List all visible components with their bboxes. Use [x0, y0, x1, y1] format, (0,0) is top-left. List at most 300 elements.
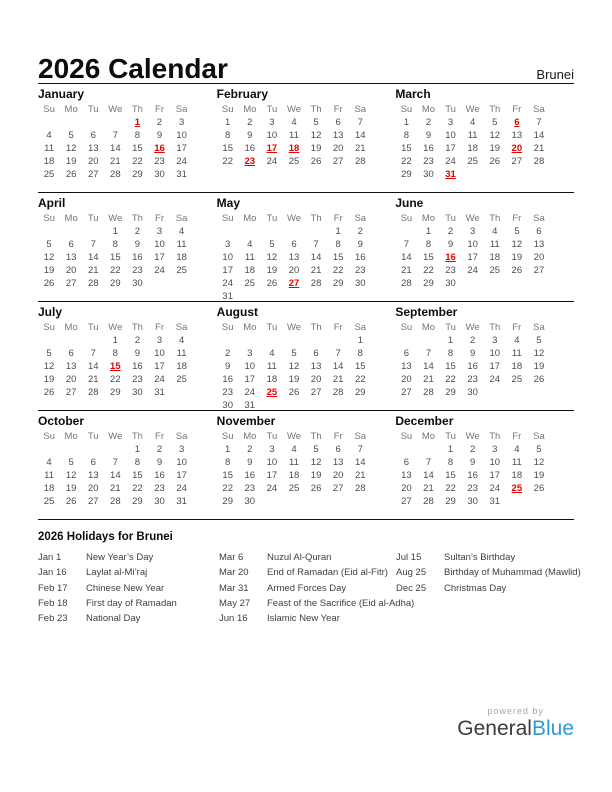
weekday-header: Sa [533, 431, 545, 442]
month-november [217, 411, 396, 519]
weekday-header: Su [43, 104, 55, 115]
date-cell-empty [417, 334, 439, 347]
date-cell: 28 [87, 278, 99, 289]
date-cell: 9 [247, 130, 253, 141]
date-cell: 13 [87, 143, 99, 154]
date-cell: 27 [87, 496, 99, 507]
weekday-header: Th [310, 431, 322, 442]
date-cell: 7 [90, 348, 96, 359]
generalblue-logo [457, 717, 574, 740]
weekday-header: Tu [87, 431, 99, 442]
date-cell: 26 [489, 156, 501, 167]
holiday-entry [38, 581, 219, 596]
date-cell: 13 [87, 470, 99, 481]
date-cell-empty [171, 386, 193, 399]
date-cell: 3 [156, 226, 163, 237]
date-cell-empty [38, 334, 60, 347]
date-cell: 30 [154, 496, 165, 507]
date-cell: 21 [354, 470, 366, 481]
month-name: March [395, 87, 431, 101]
date-cell: 12 [511, 239, 523, 250]
date-cell: 15 [332, 252, 344, 263]
date-cell: 15 [354, 361, 366, 372]
weekday-header: We [108, 104, 123, 115]
weekday-header: We [286, 322, 302, 333]
date-cell: 29 [132, 496, 143, 507]
date-cell: 16 [154, 470, 165, 481]
date-cell: 13 [65, 361, 77, 372]
date-cell: 15 [110, 252, 121, 263]
weekday-header: Tu [445, 431, 456, 442]
weekday-header: Fr [155, 322, 164, 333]
date-cell: 30 [354, 278, 366, 289]
date-cell: 3 [178, 444, 185, 455]
date-cell: 30 [467, 387, 478, 398]
date-cell-empty [82, 225, 104, 238]
date-cell: 9 [425, 130, 432, 141]
date-cell: 29 [132, 169, 143, 180]
date-cell: 28 [110, 169, 121, 180]
weekday-header: Tu [266, 213, 278, 224]
brand-general-text: General [457, 716, 532, 740]
date-cell: 19 [266, 265, 278, 276]
weekday-header: Fr [512, 213, 522, 224]
date-cell-empty [283, 290, 305, 301]
date-cell-empty [38, 225, 60, 238]
date-cell-empty [305, 225, 327, 238]
date-cell: 31 [489, 496, 501, 507]
date-cell: 10 [176, 457, 187, 468]
date-cell: 12 [65, 470, 77, 481]
weekday-header: Tu [266, 104, 278, 115]
date-cell: 25 [489, 265, 501, 276]
date-cell: 24 [266, 156, 278, 167]
date-cell: 9 [134, 348, 141, 359]
date-cell: 1 [134, 444, 141, 455]
date-cell: 8 [134, 457, 141, 468]
date-cell: 23 [423, 156, 434, 167]
holiday-name: National Day [86, 613, 141, 625]
date-cell: 7 [335, 348, 341, 359]
date-cell: 14 [354, 130, 366, 141]
holiday-entry [219, 611, 396, 626]
weekday-header: Th [489, 104, 501, 115]
weekday-header: Su [400, 213, 413, 224]
weekday-header: Sa [533, 322, 545, 333]
date-cell: 20 [533, 252, 545, 263]
date-cell: 25 [176, 265, 187, 276]
date-cell: 22 [222, 156, 233, 167]
holiday-date: Jul 15 [396, 552, 422, 563]
weekday-header: Fr [333, 322, 343, 333]
date-cell: 20 [401, 483, 412, 494]
date-cell: 16 [222, 374, 233, 385]
date-cell: 18 [266, 374, 278, 385]
date-cell: 10 [154, 348, 165, 359]
date-cell: 17 [154, 361, 165, 372]
date-cell: 26 [266, 278, 278, 289]
date-cell: 14 [87, 252, 99, 263]
date-cell: 7 [112, 130, 118, 141]
date-cell: 12 [533, 457, 545, 468]
date-cell: 8 [112, 348, 118, 359]
date-cell: 10 [266, 130, 278, 141]
date-cell: 18 [467, 143, 478, 154]
date-cell: 22 [445, 374, 456, 385]
month-name: August [216, 305, 258, 319]
holiday-entry [396, 581, 581, 596]
date-cell-empty [171, 277, 193, 290]
holiday-date: Feb 23 [38, 613, 68, 625]
date-cell: 28 [87, 387, 99, 398]
date-cell: 13 [288, 252, 300, 263]
date-cell: 2 [156, 117, 163, 128]
date-cell: 10 [445, 130, 456, 141]
date-cell-holiday: 20 [511, 143, 523, 154]
date-cell-empty [60, 116, 82, 129]
date-cell: 12 [288, 361, 300, 372]
date-cell: 27 [65, 278, 77, 289]
date-cell: 18 [511, 361, 523, 372]
date-cell: 1 [335, 226, 341, 237]
date-cell: 10 [222, 252, 233, 263]
date-cell: 21 [332, 374, 344, 385]
date-cell: 6 [90, 130, 96, 141]
date-cell: 15 [445, 470, 456, 481]
date-cell: 8 [447, 457, 454, 468]
date-cell: 6 [313, 348, 319, 359]
holidays-column [38, 550, 219, 626]
date-cell: 16 [244, 143, 256, 154]
date-cell: 26 [511, 265, 523, 276]
date-cell: 25 [511, 374, 523, 385]
date-cell: 30 [154, 169, 165, 180]
date-cell: 16 [354, 252, 366, 263]
weekday-header: Sa [533, 104, 545, 115]
date-cell-empty [283, 399, 305, 410]
date-cell: 20 [87, 483, 99, 494]
date-cell: 13 [401, 361, 412, 372]
date-cell: 22 [401, 156, 412, 167]
date-cell: 3 [178, 117, 185, 128]
powered-by-label: powered by [487, 705, 544, 716]
date-cell-holiday: 31 [445, 169, 456, 180]
weekday-header: Sa [175, 104, 188, 115]
date-cell: 3 [492, 444, 498, 455]
date-cell-empty [104, 116, 126, 129]
date-cell: 1 [112, 226, 118, 237]
date-cell: 11 [44, 143, 54, 154]
date-cell-empty [528, 277, 550, 290]
date-cell: 24 [222, 278, 233, 289]
holiday-name: Laylat al-Mi’raj [86, 567, 148, 579]
date-cell: 4 [470, 117, 476, 128]
date-cell: 10 [489, 348, 501, 359]
month-table [395, 321, 550, 399]
date-cell: 14 [110, 470, 121, 481]
page-header [38, 0, 574, 83]
weekday-header: We [286, 213, 302, 224]
date-cell: 25 [43, 496, 55, 507]
date-cell: 19 [288, 374, 300, 385]
date-cell: 22 [332, 265, 344, 276]
date-cell-empty [261, 334, 283, 347]
date-cell: 3 [492, 335, 498, 346]
date-cell: 9 [470, 348, 476, 359]
holiday-name: Chinese New Year [86, 582, 165, 594]
brand-blue-text: Blue [531, 716, 574, 740]
weekday-header: We [465, 322, 480, 333]
weekday-header: Su [221, 213, 234, 224]
date-cell: 6 [68, 348, 74, 359]
date-cell: 7 [90, 239, 96, 250]
date-cell: 19 [43, 374, 55, 385]
date-cell: 22 [110, 265, 121, 276]
date-cell: 6 [403, 348, 410, 359]
date-cell-empty [417, 443, 439, 456]
date-cell: 2 [447, 226, 454, 237]
date-cell: 11 [489, 239, 500, 250]
date-cell: 23 [154, 483, 165, 494]
month-table [395, 103, 550, 181]
date-cell-empty [305, 495, 327, 508]
weekday-header: Mo [64, 104, 78, 115]
date-cell-empty [462, 277, 484, 290]
date-cell: 30 [445, 278, 456, 289]
date-cell: 4 [291, 117, 297, 128]
date-cell: 22 [445, 483, 456, 494]
date-cell: 22 [110, 374, 121, 385]
month-name: September [395, 305, 458, 319]
month-row [38, 410, 574, 520]
date-cell: 9 [470, 457, 476, 468]
weekday-header: Fr [333, 104, 343, 115]
date-cell-empty [82, 443, 104, 456]
date-cell-holiday: 23 [244, 156, 256, 167]
month-table [217, 212, 372, 301]
date-cell: 19 [310, 470, 322, 481]
date-cell: 8 [357, 348, 363, 359]
date-cell: 14 [533, 130, 545, 141]
weekday-header: Su [221, 104, 234, 115]
date-cell: 9 [225, 361, 231, 372]
date-cell-empty [283, 495, 305, 508]
date-cell: 18 [489, 252, 501, 263]
weekday-header: We [465, 104, 480, 115]
date-cell: 16 [132, 361, 143, 372]
date-cell: 20 [288, 265, 300, 276]
month-september [395, 302, 574, 410]
weekday-header: Sa [354, 431, 367, 442]
month-name: June [395, 196, 424, 210]
date-cell: 24 [176, 156, 187, 167]
date-cell: 17 [154, 252, 165, 263]
date-cell: 12 [266, 252, 278, 263]
date-cell: 25 [244, 278, 256, 289]
date-cell-empty [82, 334, 104, 347]
weekday-header: Mo [421, 104, 436, 115]
weekday-header: Th [310, 213, 322, 224]
date-cell-empty [349, 399, 371, 410]
date-cell: 28 [423, 496, 434, 507]
date-cell: 26 [43, 278, 55, 289]
holiday-date: Dec 25 [396, 582, 427, 594]
date-cell: 6 [335, 444, 341, 455]
date-cell: 13 [533, 239, 545, 250]
date-cell: 21 [423, 483, 434, 494]
month-table [217, 430, 372, 508]
date-cell: 4 [514, 444, 520, 455]
date-cell: 7 [357, 117, 363, 128]
date-cell-empty [305, 290, 327, 301]
date-cell: 15 [222, 470, 233, 481]
date-cell: 25 [467, 156, 478, 167]
date-cell: 11 [511, 348, 522, 359]
date-cell: 8 [134, 130, 141, 141]
date-cell: 11 [289, 130, 299, 141]
date-cell-empty [261, 399, 283, 410]
date-cell: 5 [313, 117, 319, 128]
date-cell: 7 [403, 239, 410, 250]
date-cell: 22 [354, 374, 366, 385]
date-cell: 12 [65, 143, 77, 154]
month-march [395, 84, 574, 192]
month-name: January [38, 87, 85, 101]
date-cell: 7 [425, 457, 432, 468]
date-cell: 20 [65, 374, 77, 385]
date-cell-holiday: 16 [154, 143, 165, 154]
holidays-columns [38, 550, 581, 626]
date-cell: 5 [536, 444, 542, 455]
month-table [395, 212, 550, 290]
date-cell: 1 [225, 117, 231, 128]
weekday-header: Su [400, 431, 413, 442]
date-cell: 27 [401, 496, 412, 507]
weekday-header: Th [310, 104, 322, 115]
region-label: Brunei [536, 67, 574, 83]
date-cell: 2 [134, 226, 141, 237]
date-cell: 16 [244, 470, 256, 481]
date-cell: 11 [467, 130, 478, 141]
date-cell: 7 [112, 457, 118, 468]
date-cell: 21 [87, 374, 99, 385]
date-cell: 19 [65, 483, 77, 494]
month-table [38, 430, 193, 508]
date-cell: 6 [90, 457, 96, 468]
date-cell-empty [506, 168, 528, 181]
date-cell: 19 [511, 252, 523, 263]
date-cell: 4 [291, 444, 297, 455]
date-cell: 15 [445, 361, 456, 372]
date-cell: 31 [176, 169, 187, 180]
date-cell: 2 [134, 335, 141, 346]
date-cell: 23 [467, 483, 478, 494]
date-cell: 5 [269, 239, 275, 250]
date-cell-empty [60, 334, 82, 347]
date-cell: 18 [244, 265, 256, 276]
date-cell: 27 [332, 156, 344, 167]
date-cell: 26 [310, 156, 322, 167]
date-cell: 5 [492, 117, 498, 128]
date-cell: 26 [65, 496, 77, 507]
date-cell: 3 [225, 239, 231, 250]
date-cell: 6 [291, 239, 297, 250]
date-cell: 18 [288, 470, 300, 481]
date-cell: 3 [470, 226, 476, 237]
date-cell: 10 [467, 239, 478, 250]
weekday-header: We [108, 431, 123, 442]
weekday-header: Mo [243, 213, 257, 224]
date-cell: 11 [244, 252, 255, 263]
date-cell: 23 [467, 374, 478, 385]
date-cell: 23 [244, 483, 256, 494]
holiday-name: Birthday of Muhammad (Mawlid) [444, 567, 581, 579]
date-cell: 8 [112, 239, 118, 250]
date-cell: 21 [401, 265, 412, 276]
date-cell: 28 [354, 156, 366, 167]
weekday-header: Tu [266, 431, 278, 442]
date-cell: 6 [536, 226, 542, 237]
page-title: 2026 Calendar [38, 53, 228, 84]
date-cell: 17 [244, 374, 256, 385]
date-cell-empty [217, 225, 239, 238]
date-cell: 3 [447, 117, 454, 128]
date-cell-holiday: 17 [266, 143, 278, 154]
date-cell: 21 [533, 143, 545, 154]
date-cell-empty [327, 399, 349, 410]
date-cell-holiday: 16 [445, 252, 456, 263]
month-january [38, 84, 217, 192]
date-cell: 20 [310, 374, 322, 385]
holiday-date: Jun 16 [219, 613, 248, 625]
date-cell: 31 [222, 291, 233, 301]
date-cell: 16 [467, 361, 478, 372]
weekday-header: Th [131, 322, 143, 333]
weekday-header: Tu [445, 213, 456, 224]
weekday-header: Sa [354, 104, 367, 115]
date-cell: 20 [65, 265, 77, 276]
date-cell-empty [261, 290, 283, 301]
date-cell: 2 [425, 117, 432, 128]
month-table [38, 212, 193, 290]
date-cell: 14 [310, 252, 322, 263]
date-cell: 2 [357, 226, 363, 237]
month-table [38, 321, 193, 399]
holiday-name: Nuzul Al-Quran [267, 552, 332, 563]
month-december [395, 411, 574, 519]
date-cell: 4 [247, 239, 253, 250]
holiday-date: Mar 20 [219, 567, 249, 579]
date-cell: 7 [357, 444, 363, 455]
date-cell: 4 [178, 226, 185, 237]
holiday-entry [219, 550, 396, 565]
date-cell: 28 [354, 483, 366, 494]
date-cell: 23 [445, 265, 456, 276]
date-cell: 15 [132, 470, 143, 481]
date-cell: 11 [176, 348, 187, 359]
weekday-header: We [108, 322, 123, 333]
month-october [38, 411, 217, 519]
date-cell: 26 [288, 387, 300, 398]
date-cell: 5 [68, 130, 74, 141]
month-table [217, 321, 372, 410]
weekday-header: Th [310, 322, 322, 333]
date-cell: 11 [176, 239, 187, 250]
holiday-entry [38, 565, 219, 580]
weekday-header: Sa [354, 213, 367, 224]
date-cell-empty [395, 225, 417, 238]
date-cell: 2 [247, 117, 253, 128]
